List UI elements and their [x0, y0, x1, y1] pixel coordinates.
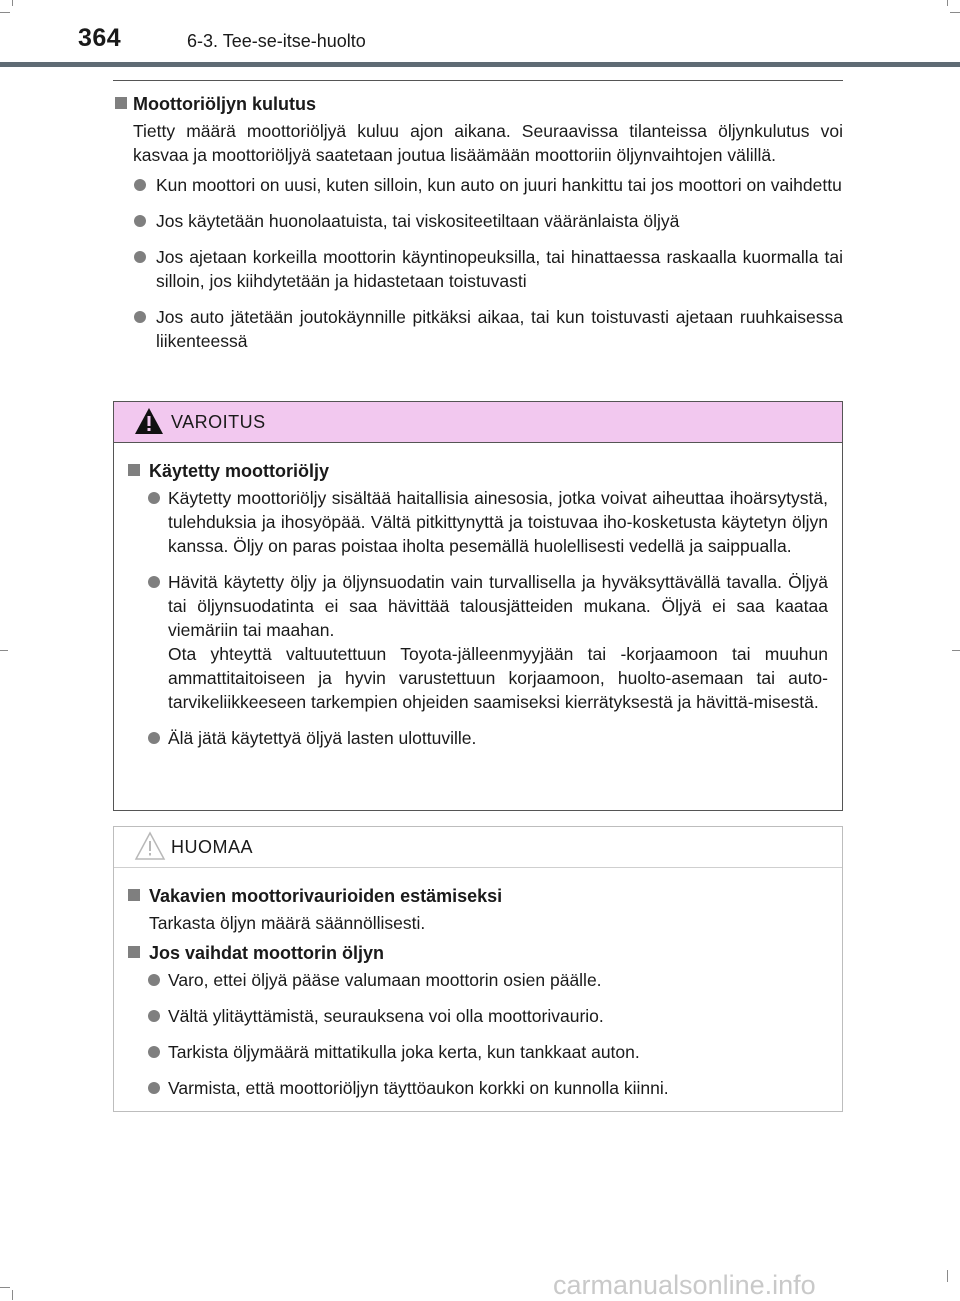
circle-bullet-icon [134, 311, 146, 323]
crop-mark [950, 12, 960, 13]
list-item [126, 570, 828, 714]
list-item [126, 968, 828, 992]
square-bullet-icon [128, 946, 140, 958]
list-item-text: Vältä ylitäyttämistä, seurauksena voi olla moottorivaurio. [168, 1006, 604, 1026]
watermark: carmanualsonline.info [553, 1270, 816, 1300]
list-item-text: Kun moottori on uusi, kuten silloin, kun auto on juuri hankittu tai jos moottori on vaihdettu [156, 175, 842, 195]
list-item-text: Ota yhteyttä valtuutettuun Toyota-jälleenmyyjään tai -korjaamoon tai muuhun ammattitaitoiseen ja hyvin varustettuun korjaamoon, huolto-asemaan tai auto-tarvikeliikkeeseen tarkempien ohjeiden saamiseksi kierrätyksestä ja hävittä-misestä. [168, 644, 828, 712]
warning-label: VAROITUS [171, 412, 266, 432]
circle-bullet-icon [148, 732, 160, 744]
list-item-text: Jos käytetään huonolaatuista, tai viskositeetiltaan vääränlaista öljyä [156, 211, 680, 231]
square-bullet-icon [115, 97, 127, 109]
notice-body [114, 868, 842, 1100]
heading-text: Moottoriöljyn kulutus [133, 94, 316, 114]
warning-body [114, 443, 842, 750]
crop-mark [947, 1270, 948, 1282]
notice-header [114, 827, 842, 868]
list-item-text: Jos ajetaan korkeilla moottorin käyntinopeuksilla, tai hinattaessa raskaalla kuormalla tai silloin, jos kiihdytetään ja hidastetaan toistuvasti [156, 247, 843, 291]
crop-mark [0, 12, 10, 13]
circle-bullet-icon [148, 576, 160, 588]
list-item [113, 173, 843, 197]
list-item-text: Hävitä käytetty öljy ja öljynsuodatin vain turvallisella ja hyväksyttävällä tavalla. Öljyä tai öljynsuodatinta ei saa hävittää talousjätteiden mukana. Öljyä ei saa kaataa viemäriin tai maahan. [168, 572, 828, 640]
list-item-text: Varo, ettei öljyä pääse valumaan moottorin osien päälle. [168, 970, 602, 990]
heading-text: Jos vaihdat moottorin öljyn [149, 943, 385, 963]
list-item-text: Tarkista öljymäärä mittatikulla joka kerta, kun tankkaat auton. [168, 1042, 640, 1062]
list-item-text: Jos auto jätetään joutokäynnille pitkäksi aikaa, tai kun toistuvasti ajetaan ruuhkaisessa liikenteessä [156, 307, 843, 351]
list-item [126, 726, 828, 750]
list-item [126, 1004, 828, 1028]
circle-bullet-icon [148, 974, 160, 986]
list-item-text: Älä jätä käytettyä öljyä lasten ulottuville. [168, 728, 477, 748]
square-bullet-icon [128, 464, 140, 476]
section-heading [113, 92, 843, 116]
crop-mark [947, 0, 948, 6]
notice-label: HUOMAA [171, 837, 254, 857]
crop-mark [0, 1287, 10, 1288]
list-item [126, 1040, 828, 1064]
notice-heading [126, 884, 828, 908]
notice-heading [126, 941, 828, 965]
heading-text: Vakavien moottorivaurioiden estämiseksi [149, 886, 503, 906]
section-title: 6-3. Tee-se-itse-huolto [187, 31, 366, 51]
square-bullet-icon [128, 889, 140, 901]
warning-box [113, 401, 843, 811]
circle-bullet-icon [148, 492, 160, 504]
circle-bullet-icon [148, 1082, 160, 1094]
crop-mark [12, 0, 13, 6]
warning-heading [126, 459, 828, 483]
warning-header [114, 402, 842, 443]
warning-triangle-icon [134, 406, 164, 441]
circle-bullet-icon [148, 1010, 160, 1022]
circle-bullet-icon [134, 179, 146, 191]
notice-paragraph: Tarkasta öljyn määrä säännöllisesti. [149, 913, 426, 933]
list-item [113, 245, 843, 293]
circle-bullet-icon [134, 251, 146, 263]
circle-bullet-icon [134, 215, 146, 227]
list-item [126, 1076, 828, 1100]
heading-text: Käytetty moottoriöljy [149, 461, 330, 481]
notice-box [113, 826, 843, 1112]
header-bar [0, 62, 960, 67]
list-item-text: Käytetty moottoriöljy sisältää haitallisia ainesosia, jotka voivat aiheuttaa ihoärsytystä, tulehduksia ja ihosyöpää. Vältä pitkittynyttä ja toistuvaa iho-kosketusta käytetyn öljyn kanssa. Öljy on paras poistaa iholta pesemällä huolellisesti vedellä ja saippualla. [168, 488, 828, 556]
circle-bullet-icon [148, 1046, 160, 1058]
intro-paragraph: Tietty määrä moottoriöljyä kuluu ajon aikana. Seuraavissa tilanteissa öljynkulutus voi kasvaa ja moottoriöljyä saatetaan joutua lisäämään moottoriin öljynvaihtojen välillä. [133, 121, 843, 165]
list-item [126, 486, 828, 558]
crop-mark [12, 1290, 13, 1300]
list-item [113, 209, 843, 233]
main-content [113, 92, 843, 365]
caution-triangle-icon [134, 831, 166, 866]
list-item [113, 305, 843, 353]
list-item-text: Varmista, että moottoriöljyn täyttöaukon korkki on kunnolla kiinni. [168, 1078, 669, 1098]
crop-mark [0, 650, 8, 651]
page-number: 364 [78, 24, 122, 52]
divider [113, 80, 843, 81]
crop-mark [952, 650, 960, 651]
